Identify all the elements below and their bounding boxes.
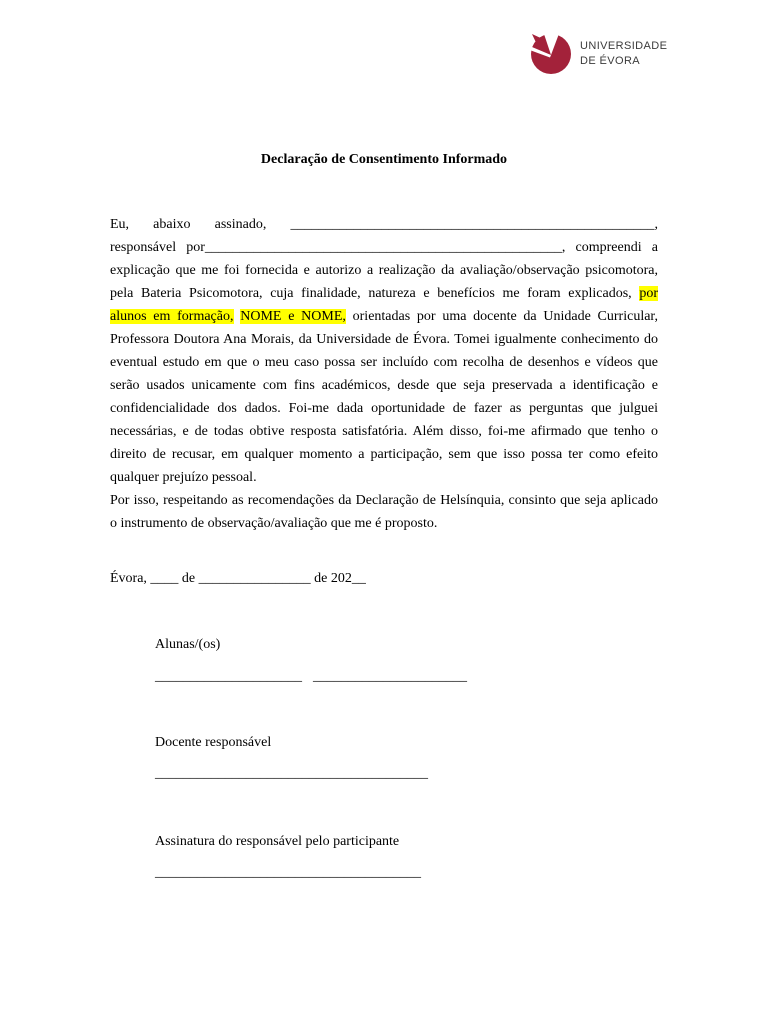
consent-line-11: direito de recusar, em qualquer momento a participação, sem que isso possa ter como efeito (110, 447, 658, 462)
helsinki-line-2: o instrumento de observação/avaliação que me é proposto. (110, 516, 438, 531)
teacher-signature-line: _______________________________________ (155, 766, 428, 781)
place-date-line: Évora, ____ de ________________ de 202__ (110, 571, 366, 586)
consent-line-5-text: orientadas por uma docente da Unidade Curricular, (352, 309, 659, 324)
students-label: Alunas/(os) (155, 637, 221, 652)
consent-line-7: eventual estudo em que o meu caso possa ser incluído com recolha de desenhos e vídeos que (110, 355, 658, 370)
logo-text-universidade: UNIVERSIDADE (580, 40, 668, 52)
teacher-label: Docente responsável (155, 735, 272, 750)
consent-line-10: necessárias, e de todas obtive resposta satisfatória. Além disso, foi-me afirmado que tenho o (110, 424, 658, 439)
consent-line-2: responsável por___________________________________________________, compreendi a (110, 240, 658, 255)
highlighted-names: NOME e NOME, (240, 309, 346, 324)
student-signature-line-2: ______________________ (313, 669, 467, 684)
logo-text-de-evora: DE ÉVORA (580, 55, 641, 67)
consent-line-3: explicação que me foi fornecida e autorizo a realização da avaliação/observação psicomotora, (110, 263, 658, 278)
consent-line-1: Eu, abaixo assinado, ____________________________________________________, (110, 217, 658, 232)
consent-line-6: Professora Doutora Ana Morais, da Universidade de Évora. Tomei igualmente conhecimento do (110, 332, 658, 347)
helsinki-line-1: Por isso, respeitando as recomendações da Declaração de Helsínquia, consinto que seja aplicado (110, 493, 658, 508)
guardian-label: Assinatura do responsável pelo participante (155, 834, 400, 849)
consent-line-9: confidencialidade dos dados. Foi-me dada oportunidade de fazer as perguntas que julguei (110, 401, 658, 416)
highlighted-text: por (639, 286, 659, 301)
consent-line-4 (110, 282, 658, 305)
helsinki-paragraph (110, 489, 658, 535)
consent-body (110, 213, 658, 535)
students-signature-lines (155, 665, 467, 688)
consent-line-5 (110, 305, 658, 328)
consent-line-4-text: pela Bateria Psicomotora, cuja finalidade, natureza e benefícios me foram explicados, (110, 286, 632, 301)
guardian-signature-line: ______________________________________ (155, 865, 421, 880)
university-emblem-icon (530, 32, 572, 74)
consent-line-12: qualquer prejuízo pessoal. (110, 470, 257, 485)
document-title: Declaração de Consentimento Informado (260, 152, 508, 167)
highlighted-text: alunos em formação, (110, 309, 234, 324)
student-signature-line-1: _____________________ (155, 669, 302, 684)
consent-line-8: serão usados unicamente com fins académicos, desde que seja preservada a identificação e (110, 378, 658, 393)
consent-paragraph (110, 213, 658, 489)
